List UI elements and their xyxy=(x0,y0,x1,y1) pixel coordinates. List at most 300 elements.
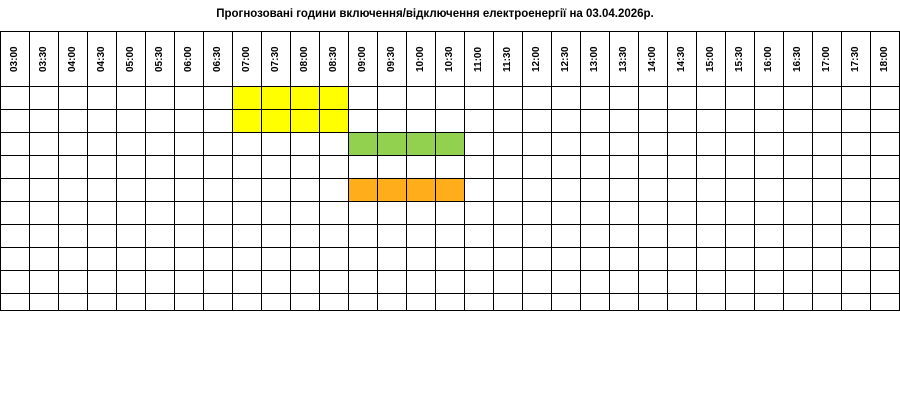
schedule-cell[interactable] xyxy=(610,271,639,294)
schedule-cell[interactable] xyxy=(146,202,175,225)
schedule-cell[interactable] xyxy=(523,248,552,271)
schedule-cell[interactable] xyxy=(755,294,784,311)
schedule-cell[interactable] xyxy=(204,133,233,156)
schedule-cell[interactable] xyxy=(842,133,871,156)
schedule-cell[interactable] xyxy=(436,294,465,311)
schedule-cell[interactable] xyxy=(842,271,871,294)
schedule-cell[interactable] xyxy=(784,294,813,311)
schedule-cell[interactable] xyxy=(378,271,407,294)
schedule-cell[interactable] xyxy=(204,156,233,179)
schedule-cell[interactable] xyxy=(581,271,610,294)
schedule-cell[interactable] xyxy=(581,110,610,133)
schedule-cell[interactable] xyxy=(88,225,117,248)
schedule-cell[interactable] xyxy=(320,294,349,311)
schedule-cell[interactable] xyxy=(871,271,900,294)
schedule-cell[interactable] xyxy=(581,225,610,248)
schedule-cell[interactable] xyxy=(146,87,175,110)
schedule-cell[interactable] xyxy=(175,179,204,202)
schedule-cell[interactable] xyxy=(1,87,30,110)
schedule-cell[interactable] xyxy=(349,202,378,225)
schedule-cell[interactable] xyxy=(581,87,610,110)
schedule-cell[interactable] xyxy=(59,87,88,110)
schedule-cell[interactable] xyxy=(436,225,465,248)
schedule-cell[interactable] xyxy=(813,225,842,248)
schedule-cell[interactable] xyxy=(581,294,610,311)
schedule-cell[interactable] xyxy=(726,179,755,202)
schedule-cell[interactable] xyxy=(1,294,30,311)
schedule-cell[interactable] xyxy=(494,271,523,294)
schedule-cell[interactable] xyxy=(610,179,639,202)
schedule-cell[interactable] xyxy=(320,248,349,271)
schedule-cell[interactable] xyxy=(291,225,320,248)
schedule-cell[interactable] xyxy=(581,248,610,271)
schedule-cell[interactable] xyxy=(407,202,436,225)
schedule-cell[interactable] xyxy=(407,248,436,271)
schedule-cell[interactable] xyxy=(262,225,291,248)
schedule-cell[interactable] xyxy=(842,202,871,225)
schedule-cell[interactable] xyxy=(117,225,146,248)
schedule-cell[interactable] xyxy=(436,271,465,294)
schedule-cell[interactable] xyxy=(697,248,726,271)
schedule-cell[interactable] xyxy=(378,202,407,225)
schedule-cell[interactable] xyxy=(407,133,436,156)
schedule-cell[interactable] xyxy=(88,248,117,271)
schedule-cell[interactable] xyxy=(871,202,900,225)
schedule-cell[interactable] xyxy=(30,110,59,133)
schedule-cell[interactable] xyxy=(88,271,117,294)
schedule-cell[interactable] xyxy=(552,202,581,225)
schedule-cell[interactable] xyxy=(842,294,871,311)
schedule-cell[interactable] xyxy=(668,133,697,156)
schedule-cell[interactable] xyxy=(871,294,900,311)
schedule-cell[interactable] xyxy=(30,179,59,202)
schedule-cell[interactable] xyxy=(697,133,726,156)
schedule-cell[interactable] xyxy=(784,202,813,225)
schedule-cell[interactable] xyxy=(291,156,320,179)
schedule-cell[interactable] xyxy=(755,156,784,179)
schedule-cell[interactable] xyxy=(552,87,581,110)
schedule-cell[interactable] xyxy=(755,225,784,248)
schedule-cell[interactable] xyxy=(30,87,59,110)
schedule-cell[interactable] xyxy=(494,225,523,248)
schedule-cell[interactable] xyxy=(755,248,784,271)
schedule-cell[interactable] xyxy=(291,271,320,294)
schedule-cell[interactable] xyxy=(784,179,813,202)
schedule-cell[interactable] xyxy=(813,294,842,311)
schedule-cell[interactable] xyxy=(465,202,494,225)
schedule-cell[interactable] xyxy=(262,294,291,311)
schedule-cell[interactable] xyxy=(378,87,407,110)
schedule-cell[interactable] xyxy=(262,156,291,179)
schedule-cell[interactable] xyxy=(755,202,784,225)
schedule-cell[interactable] xyxy=(842,179,871,202)
schedule-cell[interactable] xyxy=(59,202,88,225)
schedule-cell[interactable] xyxy=(291,179,320,202)
schedule-cell[interactable] xyxy=(842,87,871,110)
schedule-cell[interactable] xyxy=(378,225,407,248)
schedule-cell[interactable] xyxy=(610,87,639,110)
schedule-cell[interactable] xyxy=(262,271,291,294)
schedule-cell[interactable] xyxy=(436,156,465,179)
schedule-cell[interactable] xyxy=(88,179,117,202)
schedule-cell[interactable] xyxy=(755,110,784,133)
schedule-cell[interactable] xyxy=(407,271,436,294)
schedule-cell[interactable] xyxy=(378,133,407,156)
schedule-cell[interactable] xyxy=(407,156,436,179)
schedule-cell[interactable] xyxy=(88,202,117,225)
schedule-cell[interactable] xyxy=(639,87,668,110)
schedule-cell[interactable] xyxy=(378,248,407,271)
schedule-cell[interactable] xyxy=(465,87,494,110)
schedule-cell[interactable] xyxy=(726,110,755,133)
schedule-cell[interactable] xyxy=(871,87,900,110)
schedule-cell[interactable] xyxy=(494,294,523,311)
schedule-cell[interactable] xyxy=(813,179,842,202)
schedule-cell[interactable] xyxy=(1,156,30,179)
schedule-cell[interactable] xyxy=(668,294,697,311)
schedule-cell[interactable] xyxy=(320,271,349,294)
schedule-cell[interactable] xyxy=(871,133,900,156)
schedule-cell[interactable] xyxy=(59,271,88,294)
schedule-cell[interactable] xyxy=(465,248,494,271)
schedule-cell[interactable] xyxy=(581,179,610,202)
schedule-cell[interactable] xyxy=(465,179,494,202)
schedule-cell[interactable] xyxy=(204,271,233,294)
schedule-cell[interactable] xyxy=(436,110,465,133)
schedule-cell[interactable] xyxy=(494,179,523,202)
schedule-cell[interactable] xyxy=(436,179,465,202)
schedule-cell[interactable] xyxy=(146,225,175,248)
schedule-cell[interactable] xyxy=(1,179,30,202)
schedule-cell[interactable] xyxy=(668,271,697,294)
schedule-cell[interactable] xyxy=(146,110,175,133)
schedule-cell[interactable] xyxy=(204,179,233,202)
schedule-cell[interactable] xyxy=(88,156,117,179)
schedule-cell[interactable] xyxy=(813,271,842,294)
schedule-cell[interactable] xyxy=(349,87,378,110)
schedule-cell[interactable] xyxy=(494,202,523,225)
schedule-cell[interactable] xyxy=(407,87,436,110)
schedule-cell[interactable] xyxy=(262,202,291,225)
schedule-cell[interactable] xyxy=(233,87,262,110)
schedule-cell[interactable] xyxy=(552,179,581,202)
schedule-cell[interactable] xyxy=(784,225,813,248)
schedule-cell[interactable] xyxy=(59,294,88,311)
schedule-cell[interactable] xyxy=(1,133,30,156)
schedule-cell[interactable] xyxy=(871,225,900,248)
schedule-cell[interactable] xyxy=(755,179,784,202)
schedule-cell[interactable] xyxy=(233,271,262,294)
schedule-cell[interactable] xyxy=(30,248,59,271)
schedule-cell[interactable] xyxy=(378,294,407,311)
schedule-cell[interactable] xyxy=(407,110,436,133)
schedule-cell[interactable] xyxy=(610,225,639,248)
schedule-cell[interactable] xyxy=(88,87,117,110)
schedule-cell[interactable] xyxy=(697,202,726,225)
schedule-cell[interactable] xyxy=(726,271,755,294)
schedule-cell[interactable] xyxy=(494,87,523,110)
schedule-cell[interactable] xyxy=(349,179,378,202)
schedule-cell[interactable] xyxy=(175,271,204,294)
schedule-cell[interactable] xyxy=(639,156,668,179)
schedule-cell[interactable] xyxy=(813,110,842,133)
schedule-cell[interactable] xyxy=(871,156,900,179)
schedule-cell[interactable] xyxy=(697,87,726,110)
schedule-cell[interactable] xyxy=(1,110,30,133)
schedule-cell[interactable] xyxy=(639,179,668,202)
schedule-cell[interactable] xyxy=(59,248,88,271)
schedule-cell[interactable] xyxy=(494,110,523,133)
schedule-cell[interactable] xyxy=(697,294,726,311)
schedule-cell[interactable] xyxy=(291,202,320,225)
schedule-cell[interactable] xyxy=(552,248,581,271)
schedule-cell[interactable] xyxy=(407,225,436,248)
schedule-cell[interactable] xyxy=(320,133,349,156)
schedule-cell[interactable] xyxy=(726,248,755,271)
schedule-cell[interactable] xyxy=(755,133,784,156)
schedule-cell[interactable] xyxy=(320,87,349,110)
schedule-cell[interactable] xyxy=(378,179,407,202)
schedule-cell[interactable] xyxy=(842,110,871,133)
schedule-cell[interactable] xyxy=(59,133,88,156)
schedule-cell[interactable] xyxy=(436,248,465,271)
schedule-cell[interactable] xyxy=(813,87,842,110)
schedule-cell[interactable] xyxy=(639,110,668,133)
schedule-cell[interactable] xyxy=(552,110,581,133)
schedule-cell[interactable] xyxy=(59,179,88,202)
schedule-cell[interactable] xyxy=(262,110,291,133)
schedule-cell[interactable] xyxy=(407,294,436,311)
schedule-cell[interactable] xyxy=(697,271,726,294)
schedule-cell[interactable] xyxy=(349,225,378,248)
schedule-cell[interactable] xyxy=(349,110,378,133)
schedule-cell[interactable] xyxy=(59,110,88,133)
schedule-cell[interactable] xyxy=(117,156,146,179)
schedule-cell[interactable] xyxy=(349,294,378,311)
schedule-cell[interactable] xyxy=(349,271,378,294)
schedule-cell[interactable] xyxy=(175,248,204,271)
schedule-cell[interactable] xyxy=(117,202,146,225)
schedule-cell[interactable] xyxy=(871,179,900,202)
schedule-cell[interactable] xyxy=(204,87,233,110)
schedule-cell[interactable] xyxy=(523,202,552,225)
schedule-cell[interactable] xyxy=(523,179,552,202)
schedule-cell[interactable] xyxy=(117,271,146,294)
schedule-cell[interactable] xyxy=(813,156,842,179)
schedule-cell[interactable] xyxy=(320,156,349,179)
schedule-cell[interactable] xyxy=(523,271,552,294)
schedule-cell[interactable] xyxy=(88,110,117,133)
schedule-cell[interactable] xyxy=(146,248,175,271)
schedule-cell[interactable] xyxy=(465,271,494,294)
schedule-cell[interactable] xyxy=(436,202,465,225)
schedule-cell[interactable] xyxy=(813,133,842,156)
schedule-cell[interactable] xyxy=(871,110,900,133)
schedule-cell[interactable] xyxy=(233,179,262,202)
schedule-cell[interactable] xyxy=(465,225,494,248)
schedule-cell[interactable] xyxy=(146,271,175,294)
schedule-cell[interactable] xyxy=(639,133,668,156)
schedule-cell[interactable] xyxy=(639,248,668,271)
schedule-cell[interactable] xyxy=(726,156,755,179)
schedule-cell[interactable] xyxy=(697,179,726,202)
schedule-cell[interactable] xyxy=(668,179,697,202)
schedule-cell[interactable] xyxy=(291,110,320,133)
schedule-cell[interactable] xyxy=(784,248,813,271)
schedule-cell[interactable] xyxy=(88,133,117,156)
schedule-cell[interactable] xyxy=(610,133,639,156)
schedule-cell[interactable] xyxy=(233,156,262,179)
schedule-cell[interactable] xyxy=(233,133,262,156)
schedule-cell[interactable] xyxy=(1,248,30,271)
schedule-cell[interactable] xyxy=(726,225,755,248)
schedule-cell[interactable] xyxy=(784,110,813,133)
schedule-cell[interactable] xyxy=(262,248,291,271)
schedule-cell[interactable] xyxy=(320,202,349,225)
schedule-cell[interactable] xyxy=(726,294,755,311)
schedule-cell[interactable] xyxy=(175,156,204,179)
schedule-cell[interactable] xyxy=(726,87,755,110)
schedule-cell[interactable] xyxy=(30,225,59,248)
schedule-cell[interactable] xyxy=(117,179,146,202)
schedule-cell[interactable] xyxy=(146,179,175,202)
schedule-cell[interactable] xyxy=(349,156,378,179)
schedule-cell[interactable] xyxy=(813,202,842,225)
schedule-cell[interactable] xyxy=(668,87,697,110)
schedule-cell[interactable] xyxy=(117,294,146,311)
schedule-cell[interactable] xyxy=(755,87,784,110)
schedule-cell[interactable] xyxy=(175,294,204,311)
schedule-cell[interactable] xyxy=(233,110,262,133)
schedule-cell[interactable] xyxy=(465,156,494,179)
schedule-cell[interactable] xyxy=(842,248,871,271)
schedule-cell[interactable] xyxy=(117,87,146,110)
schedule-cell[interactable] xyxy=(320,110,349,133)
schedule-cell[interactable] xyxy=(610,294,639,311)
schedule-cell[interactable] xyxy=(581,202,610,225)
schedule-cell[interactable] xyxy=(697,156,726,179)
schedule-cell[interactable] xyxy=(291,248,320,271)
schedule-cell[interactable] xyxy=(755,271,784,294)
schedule-cell[interactable] xyxy=(378,156,407,179)
schedule-cell[interactable] xyxy=(146,156,175,179)
schedule-cell[interactable] xyxy=(407,179,436,202)
schedule-cell[interactable] xyxy=(262,133,291,156)
schedule-cell[interactable] xyxy=(349,133,378,156)
schedule-cell[interactable] xyxy=(784,156,813,179)
schedule-cell[interactable] xyxy=(610,248,639,271)
schedule-cell[interactable] xyxy=(494,133,523,156)
schedule-cell[interactable] xyxy=(639,271,668,294)
schedule-cell[interactable] xyxy=(668,248,697,271)
schedule-cell[interactable] xyxy=(291,294,320,311)
schedule-cell[interactable] xyxy=(813,248,842,271)
schedule-cell[interactable] xyxy=(639,294,668,311)
schedule-cell[interactable] xyxy=(668,225,697,248)
schedule-cell[interactable] xyxy=(204,248,233,271)
schedule-cell[interactable] xyxy=(233,248,262,271)
schedule-cell[interactable] xyxy=(175,225,204,248)
schedule-cell[interactable] xyxy=(697,225,726,248)
schedule-cell[interactable] xyxy=(175,202,204,225)
schedule-cell[interactable] xyxy=(30,156,59,179)
schedule-cell[interactable] xyxy=(291,133,320,156)
schedule-cell[interactable] xyxy=(349,248,378,271)
schedule-cell[interactable] xyxy=(726,202,755,225)
schedule-cell[interactable] xyxy=(668,156,697,179)
schedule-cell[interactable] xyxy=(668,110,697,133)
schedule-cell[interactable] xyxy=(523,110,552,133)
schedule-cell[interactable] xyxy=(784,133,813,156)
schedule-cell[interactable] xyxy=(523,87,552,110)
schedule-cell[interactable] xyxy=(726,133,755,156)
schedule-cell[interactable] xyxy=(552,294,581,311)
schedule-cell[interactable] xyxy=(204,294,233,311)
schedule-cell[interactable] xyxy=(494,156,523,179)
schedule-cell[interactable] xyxy=(175,87,204,110)
schedule-cell[interactable] xyxy=(842,156,871,179)
schedule-cell[interactable] xyxy=(871,248,900,271)
schedule-cell[interactable] xyxy=(610,202,639,225)
schedule-cell[interactable] xyxy=(59,225,88,248)
schedule-cell[interactable] xyxy=(117,248,146,271)
schedule-cell[interactable] xyxy=(552,156,581,179)
schedule-cell[interactable] xyxy=(552,225,581,248)
schedule-cell[interactable] xyxy=(204,110,233,133)
schedule-cell[interactable] xyxy=(784,271,813,294)
schedule-cell[interactable] xyxy=(436,87,465,110)
schedule-cell[interactable] xyxy=(146,294,175,311)
schedule-cell[interactable] xyxy=(639,225,668,248)
schedule-cell[interactable] xyxy=(233,202,262,225)
schedule-cell[interactable] xyxy=(552,133,581,156)
schedule-cell[interactable] xyxy=(639,202,668,225)
schedule-cell[interactable] xyxy=(291,87,320,110)
schedule-cell[interactable] xyxy=(233,294,262,311)
schedule-cell[interactable] xyxy=(30,202,59,225)
schedule-cell[interactable] xyxy=(581,133,610,156)
schedule-cell[interactable] xyxy=(465,294,494,311)
schedule-cell[interactable] xyxy=(262,179,291,202)
schedule-cell[interactable] xyxy=(523,225,552,248)
schedule-cell[interactable] xyxy=(697,110,726,133)
schedule-cell[interactable] xyxy=(784,87,813,110)
schedule-cell[interactable] xyxy=(610,156,639,179)
schedule-cell[interactable] xyxy=(378,110,407,133)
schedule-cell[interactable] xyxy=(320,225,349,248)
schedule-cell[interactable] xyxy=(233,225,262,248)
schedule-cell[interactable] xyxy=(88,294,117,311)
schedule-cell[interactable] xyxy=(175,110,204,133)
schedule-cell[interactable] xyxy=(320,179,349,202)
schedule-cell[interactable] xyxy=(668,202,697,225)
schedule-cell[interactable] xyxy=(523,133,552,156)
schedule-cell[interactable] xyxy=(262,87,291,110)
schedule-cell[interactable] xyxy=(117,110,146,133)
schedule-cell[interactable] xyxy=(1,225,30,248)
schedule-cell[interactable] xyxy=(842,225,871,248)
schedule-cell[interactable] xyxy=(204,225,233,248)
schedule-cell[interactable] xyxy=(117,133,146,156)
schedule-cell[interactable] xyxy=(1,271,30,294)
schedule-cell[interactable] xyxy=(204,202,233,225)
schedule-cell[interactable] xyxy=(523,294,552,311)
schedule-cell[interactable] xyxy=(610,110,639,133)
schedule-cell[interactable] xyxy=(30,271,59,294)
schedule-cell[interactable] xyxy=(523,156,552,179)
schedule-cell[interactable] xyxy=(552,271,581,294)
schedule-cell[interactable] xyxy=(436,133,465,156)
